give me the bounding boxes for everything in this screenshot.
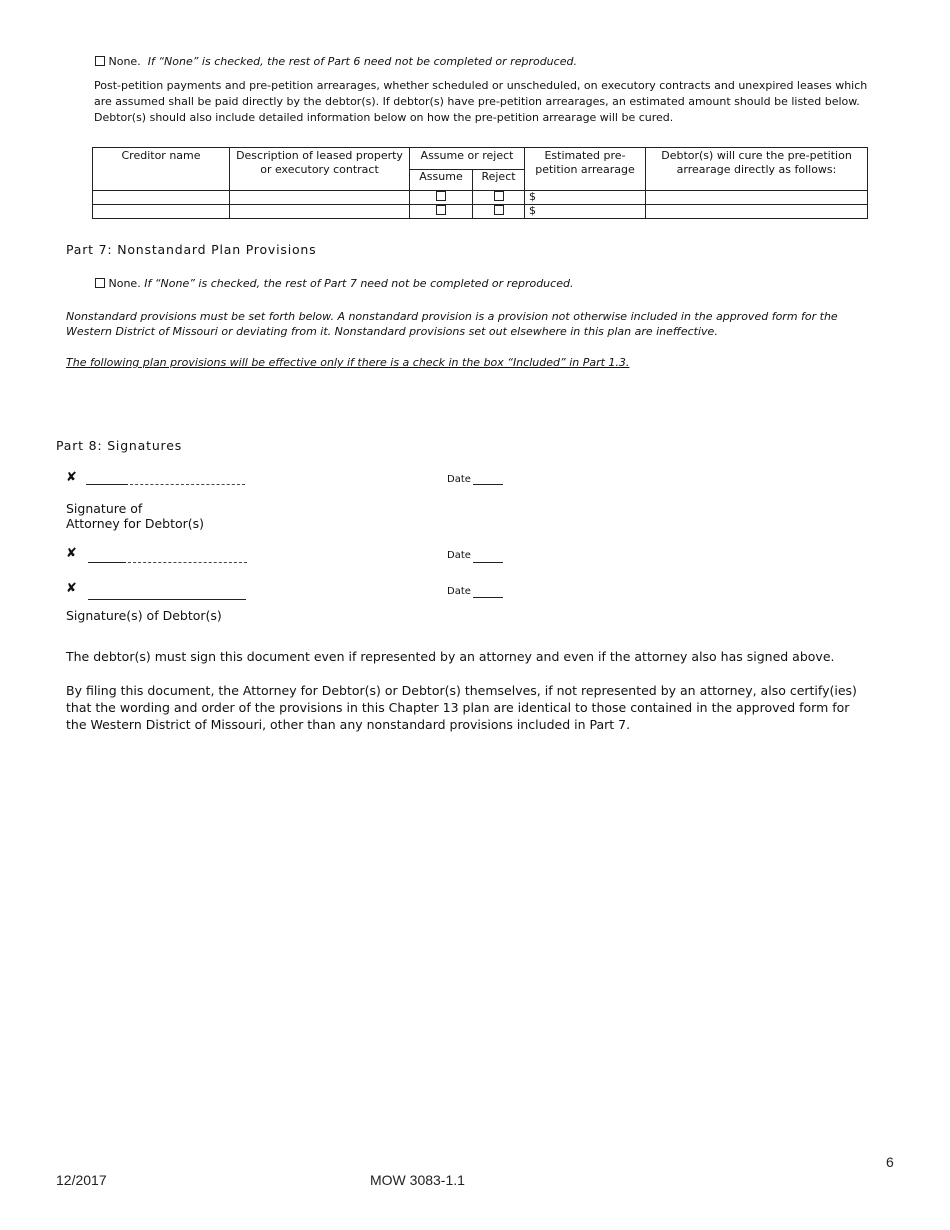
col-header-cure: Debtor(s) will cure the pre-petition arrearage directly as follows: (646, 148, 868, 191)
reject-checkbox[interactable] (494, 191, 504, 201)
arrearage-cell[interactable] (525, 191, 646, 205)
col-header-assume-reject: Assume or reject (410, 148, 525, 170)
col-header-estimated: Estimated pre-petition arrearage (525, 148, 646, 191)
cure-cell[interactable] (646, 191, 868, 205)
part6-none-label: None. (108, 55, 141, 68)
part7-effective-note: The following plan provisions will be effective only if there is a check in the box “Included” in Part 1.3. (66, 356, 630, 369)
reject-cell (473, 191, 525, 205)
part8-heading: Part 8: Signatures (56, 438, 183, 453)
col-header-description: Description of leased property or executory contract (230, 148, 410, 191)
assume-checkbox[interactable] (436, 191, 446, 201)
description-cell[interactable] (230, 205, 410, 219)
debtor1-date-label: Date (447, 550, 471, 561)
assume-checkbox[interactable] (436, 205, 446, 215)
cure-cell[interactable] (646, 205, 868, 219)
part7-heading: Part 7: Nonstandard Plan Provisions (66, 242, 317, 257)
reject-cell (473, 205, 525, 219)
debtor1-date-field[interactable] (473, 562, 503, 563)
certification-text: By filing this document, the Attorney for Debtor(s) or Debtor(s) themselves, if not represented by an attorney, also certify(ies) that the wording and order of the provisions in this Chapter 13 plan are identical to those contained in the approved form for the Western District of Missouri, other than any nonstandard provisions included in Part 7. (66, 683, 857, 732)
attorney-date-field[interactable] (473, 484, 503, 485)
page-number: 6 (886, 1154, 894, 1170)
debtor1-signature-line[interactable] (88, 562, 126, 563)
executory-contracts-table (92, 147, 868, 219)
debtor2-date-field[interactable] (473, 597, 503, 598)
part6-none-note: If “None” is checked, the rest of Part 6 need not be completed or reproduced. (147, 55, 577, 68)
debtors-signature-label: Signature(s) of Debtor(s) (66, 608, 222, 623)
attorney-signature-label (66, 501, 204, 531)
col-header-assume: Assume (410, 170, 473, 191)
footer-form-id: MOW 3083-1.1 (370, 1172, 465, 1188)
debtor2-date-label: Date (447, 586, 471, 597)
attorney-date-label: Date (447, 474, 471, 485)
attorney-label-line2: Attorney for Debtor(s) (66, 516, 205, 531)
part7-none-checkbox[interactable] (95, 278, 105, 288)
part7-none-label: None. (108, 277, 141, 290)
table-row (93, 191, 868, 205)
must-sign-note: The debtor(s) must sign this document even if represented by an attorney and even if the attorney also has signed above. (66, 649, 835, 664)
table-row (93, 205, 868, 219)
creditor-cell[interactable] (93, 205, 230, 219)
col-header-creditor: Creditor name (93, 148, 230, 191)
part7-instructions: Nonstandard provisions must be set forth below. A nonstandard provision is a provision not otherwise included in the approved form for the Western District of Missouri or deviating from it. Nonstandard provisions set out elsewhere in this plan are ineffective. (66, 310, 838, 338)
assume-cell (410, 205, 473, 219)
sign-here-mark: ✘ (66, 546, 77, 561)
debtor1-signature-dashes (128, 562, 247, 563)
sign-here-mark: ✘ (66, 470, 77, 485)
debtor2-signature-line[interactable] (88, 599, 246, 600)
part6-none-option (95, 55, 577, 68)
attorney-signature-dashes (130, 484, 245, 485)
part7-none-note: If “None” is checked, the rest of Part 7 need not be completed or reproduced. (144, 277, 574, 290)
currency-symbol: $ (529, 190, 537, 203)
creditor-cell[interactable] (93, 191, 230, 205)
part6-none-checkbox[interactable] (95, 56, 105, 66)
attorney-signature-line[interactable] (86, 484, 128, 485)
part7-none-option (95, 277, 573, 290)
part6-intro: Post-petition payments and pre-petition arrearages, whether scheduled or unscheduled, on executory contracts and unexpired leases which are assumed shall be paid directly by the debtor(s). If debtor(s) have pre-petition arrearages, an estimated amount should be listed below. Debtor(s) should also include detailed information below on how the pre-petition arrearage will be cured. (94, 79, 868, 124)
reject-checkbox[interactable] (494, 205, 504, 215)
description-cell[interactable] (230, 191, 410, 205)
assume-cell (410, 191, 473, 205)
currency-symbol: $ (529, 204, 537, 217)
arrearage-cell[interactable] (525, 205, 646, 219)
footer-date: 12/2017 (56, 1172, 107, 1188)
attorney-label-line1: Signature of (66, 501, 143, 516)
sign-here-mark: ✘ (66, 581, 77, 596)
col-header-reject: Reject (473, 170, 525, 191)
